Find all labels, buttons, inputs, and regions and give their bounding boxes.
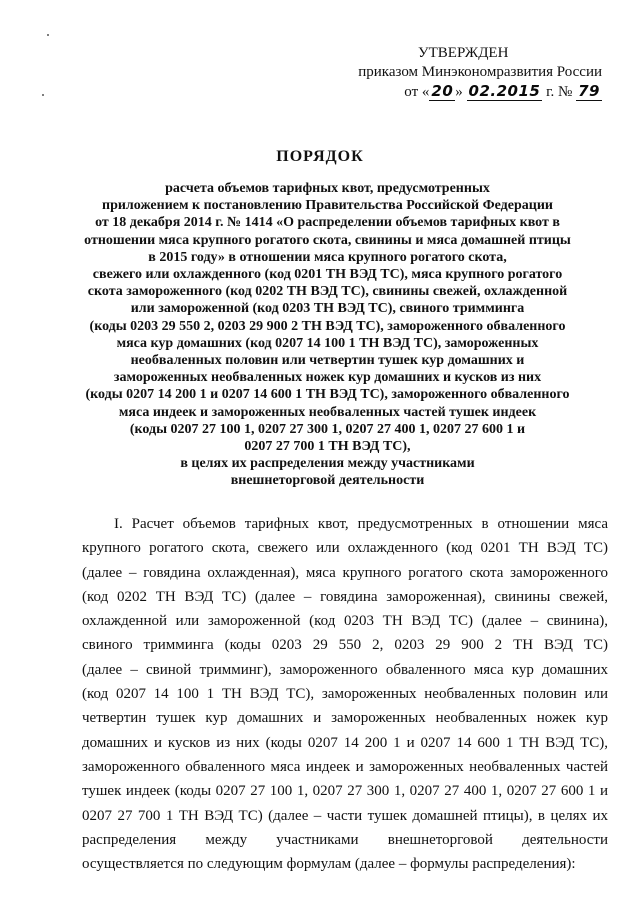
- handwritten-month-year: 02.2015: [468, 82, 541, 100]
- subtitle-line: (коды 0207 27 100 1, 0207 27 300 1, 0207 27 400 1, 0207 27 600 1 и: [129, 421, 526, 437]
- body-line: домашних и кусков из них (коды 0207 14 200 1 и 0207 14 600 1 ТН ВЭД ТС),: [82, 734, 608, 751]
- subtitle-line: мяса индеек и замороженных необваленных частей тушек индеек: [118, 404, 537, 420]
- scan-speck: [47, 34, 49, 36]
- subtitle-line: отношении мяса крупного рогатого скота, свинины и мяса домашней птицы: [84, 232, 571, 248]
- body-line: (код 0202 ТН ВЭД ТС) (далее – говядина замороженная), свинины свежей,: [82, 588, 608, 605]
- body-line: замороженного обваленного мяса индеек и замороженных необваленных частей: [82, 758, 608, 775]
- body-line: охлажденной или замороженной (код 0203 ТН ВЭД ТС) (далее – свинина),: [82, 613, 608, 630]
- body-line: (код 0207 14 100 1 ТН ВЭД ТС), замороженных необваленных половин или: [82, 686, 608, 703]
- subtitle-line: в целях их распределения между участниками: [180, 456, 475, 472]
- body-line: (далее – свиной тримминг), замороженного обваленного мяса кур домашних: [82, 661, 608, 678]
- document-title: ПОРЯДОК: [276, 148, 364, 165]
- body-line: крупного рогатого скота, свежего или охлажденного (код 0201 ТН ВЭД ТС): [82, 540, 608, 557]
- handwritten-day: 20: [431, 82, 454, 100]
- body-line: распределения между участниками внешнеторговой деятельности: [82, 831, 608, 848]
- date-prefix: от «: [404, 84, 430, 100]
- approval-order-line: приказом Минэкономразвития России: [358, 64, 602, 80]
- subtitle-line: свежего или охлажденного (код 0201 ТН ВЭД ТС), мяса крупного рогатого: [92, 267, 563, 283]
- subtitle-line: от 18 декабря 2014 г. № 1414 «О распределении объемов тарифных квот в: [95, 215, 560, 231]
- subtitle-line: замороженных необваленных ножек кур домашних и кусков из них: [113, 370, 542, 386]
- body-line: тушек индеек (коды 0207 27 100 1, 0207 27 300 1, 0207 27 400 1, 0207 27 600 1 и: [82, 783, 608, 800]
- subtitle-line: или замороженной (код 0203 ТН ВЭД ТС), свиного тримминга: [130, 301, 525, 317]
- approval-block: [352, 44, 602, 102]
- subtitle-line: (коды 0207 14 200 1 и 0207 14 600 1 ТН ВЭД ТС), замороженного обваленного: [85, 387, 570, 403]
- subtitle-line: 0207 27 700 1 ТН ВЭД ТС),: [244, 439, 411, 455]
- subtitle-line: внешнеторговой деятельности: [230, 473, 425, 489]
- subtitle-line: расчета объемов тарифных квот, предусмотренных: [165, 181, 490, 196]
- body-line: I. Расчет объемов тарифных квот, предусмотренных в отношении мяса: [114, 516, 608, 532]
- subtitle-line: мяса кур домашних (код 0207 14 100 1 ТН ВЭД ТС), замороженных: [116, 335, 539, 351]
- body-line: четвертин тушек кур домашних и замороженных необваленных ножек кур: [82, 710, 608, 727]
- document-subtitle: [40, 180, 615, 490]
- date-mid: »: [455, 84, 463, 100]
- approval-heading: УТВЕРЖДЕН: [418, 45, 509, 61]
- scan-speck: [42, 94, 44, 96]
- handwritten-order-number: 79: [578, 82, 600, 100]
- body-paragraph: [82, 512, 608, 876]
- subtitle-line: скота замороженного (код 0202 ТН ВЭД ТС), свинины свежей, охлажденной: [87, 284, 568, 300]
- subtitle-line: необваленных половин или четвертин тушек кур домашних и: [130, 353, 525, 369]
- subtitle-line: (коды 0203 29 550 2, 0203 29 900 2 ТН ВЭД ТС), замороженного обваленного: [89, 318, 566, 334]
- year-suffix: г. №: [546, 84, 573, 100]
- body-line: 0207 27 700 1 ТН ВЭД ТС) (далее – части тушек домашней птицы), в целях их: [82, 807, 608, 824]
- body-line: свиного тримминга (коды 0203 29 550 2, 0203 29 900 2 ТН ВЭД ТС): [82, 637, 608, 654]
- body-line: (далее – говядина охлажденная), мяса крупного рогатого скота замороженного: [82, 564, 608, 581]
- body-line: осуществляется по следующим формулам (далее – формулы распределения):: [82, 856, 576, 873]
- subtitle-line: в 2015 году» в отношении мяса крупного рогатого скота,: [148, 249, 507, 265]
- approval-date-line: [352, 82, 602, 102]
- subtitle-line: приложением к постановлению Правительства Российской Федерации: [102, 198, 553, 214]
